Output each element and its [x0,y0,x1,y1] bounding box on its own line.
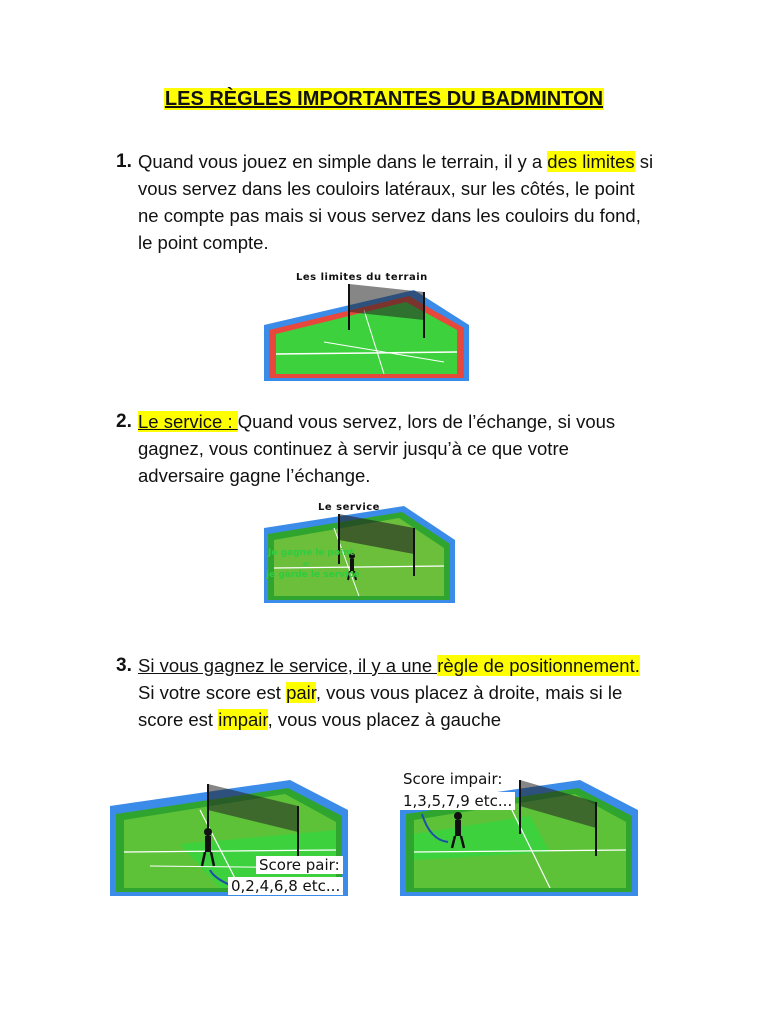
rule-3-mid-2: , vous vous placez à droite, mais si le score est [138,682,623,730]
service-caption: Le service [318,502,380,513]
rule-1-highlight: des limites [547,151,635,172]
rule-3-highlight-1: règle de positionnement. [437,655,640,676]
court-limits-caption: Les limites du terrain [296,272,428,283]
rule-2-lead: Le service : [138,411,238,432]
service-note-3: je garde le service [266,570,360,580]
page-title-text: LES RÈGLES IMPORTANTES DU BADMINTON [164,88,604,110]
rule-text-1 [138,148,656,256]
rule-2-rest: Quand vous servez, lors de l’échange, si vous gagnez, vous continuez à servir jusqu’à ce que votre adversaire gagne l’échange. [138,411,616,486]
rule-1-intro: Quand vous jouez en simple dans le terrain, il y a [138,151,548,172]
odd-score-values: 1,3,5,7,9 etc... [400,792,515,810]
court-limits-image [264,270,469,381]
rule-number-2: 2. [116,411,132,432]
rule-1-rest: si vous servez dans les couloirs latéraux, sur les côtés, le point ne compte pas mais si vous servez dans les couloirs du fond, le point compte. [138,151,654,253]
rule-text-2 [138,408,656,489]
rule-3-rest: , vous vous placez à gauche [267,709,502,730]
rule-number-1: 1. [116,151,132,172]
rule-item-3 [116,652,656,733]
rule-3-highlight-3: impair [218,709,268,730]
rule-3-mid-1: Si votre score est [138,682,287,703]
service-image [264,500,455,603]
even-score-image [110,770,348,896]
rule-3-intro: Si vous gagnez le service, il y a une [138,655,438,676]
service-note-2: = [302,560,310,570]
rule-item-2 [116,408,656,489]
page-title [0,88,768,111]
odd-score-image [400,770,638,896]
even-score-label: Score pair: [256,856,343,874]
rule-text-3 [138,652,656,733]
odd-score-label: Score impair: [400,770,505,788]
rule-item-1 [116,148,656,256]
service-note-1: Je gagne le point [268,548,354,558]
rule-3-highlight-2: pair [286,682,316,703]
rule-number-3: 3. [116,655,132,676]
even-score-values: 0,2,4,6,8 etc... [228,877,343,895]
